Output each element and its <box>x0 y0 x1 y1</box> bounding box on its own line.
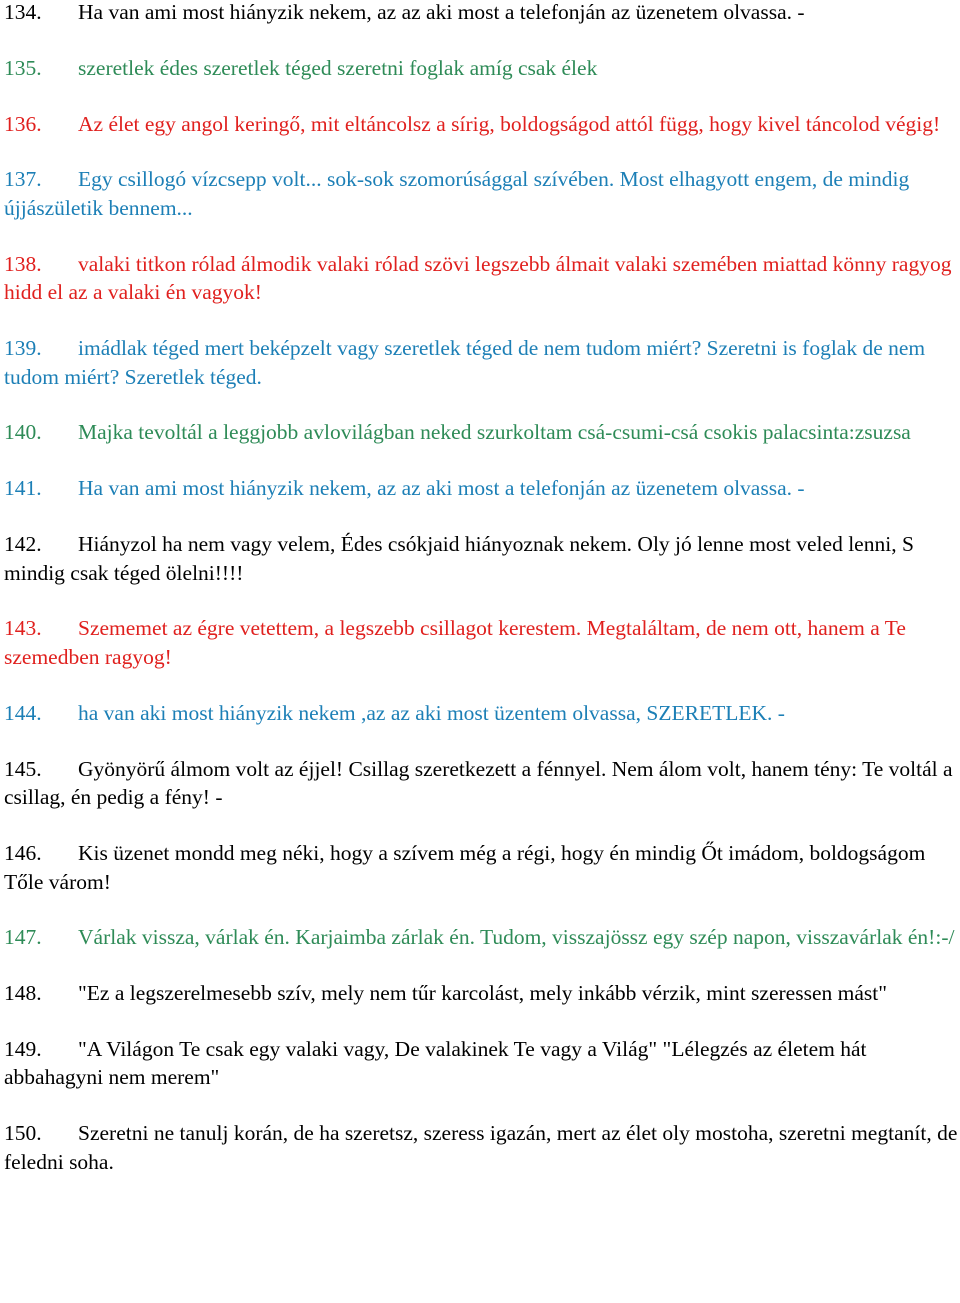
list-item <box>4 923 959 952</box>
list-item <box>4 0 959 27</box>
item-number: 146. <box>4 840 42 865</box>
list-item <box>4 614 959 671</box>
list-item <box>4 979 959 1008</box>
list-item <box>4 699 959 728</box>
item-text: Várlak vissza, várlak én. Karjaimba zárlak én. Tudom, visszajössz egy szép napon, visszavárlak én!:-/ <box>78 925 955 950</box>
item-text: ha van aki most hiányzik nekem ,az az aki most üzentem olvassa, SZERETLEK. - <box>78 700 785 725</box>
item-number: 139. <box>4 336 42 361</box>
list-item <box>4 839 959 896</box>
item-text: Hiányzol ha nem vagy velem, Édes csókjaid hiányoznak nekem. Oly jó lenne most veled lenni, S mindig csak téged ölelni!!!! <box>4 532 914 585</box>
item-text: Egy csillogó vízcsepp volt... sok-sok szomorúsággal szívében. Most elhagyott engem, de mindig újjászületik bennem... <box>4 167 910 220</box>
item-number: 145. <box>4 756 42 781</box>
item-number: 140. <box>4 420 42 445</box>
item-text: Az élet egy angol keringő, mit eltáncolsz a sírig, boldogságod attól függ, hogy kivel táncolod végig! <box>78 111 941 136</box>
list-item <box>4 755 959 812</box>
list-item <box>4 1035 959 1092</box>
item-number: 137. <box>4 167 42 192</box>
list-item <box>4 250 959 307</box>
item-number: 138. <box>4 251 42 276</box>
item-number: 148. <box>4 981 42 1006</box>
list-item <box>4 54 959 83</box>
item-text: Majka tevoltál a leggjobb avlovilágban neked szurkoltam csá-csumi-csá csokis palacsinta:zsuzsa <box>78 420 911 445</box>
list-item <box>4 418 959 447</box>
list-item <box>4 530 959 587</box>
document-page <box>4 0 959 1204</box>
item-number: 136. <box>4 111 42 136</box>
item-text: Gyönyörű álmom volt az éjjel! Csillag szeretkezett a fénnyel. Nem álom volt, hanem tény: Te voltál a csillag, én pedig a fény! - <box>4 756 953 810</box>
item-text: Ha van ami most hiányzik nekem, az az aki most a telefonján az üzenetem olvassa. - <box>78 0 805 24</box>
item-number: 150. <box>4 1121 42 1146</box>
item-text: "Ez a legszerelmesebb szív, mely nem tűr karcolást, mely inkább vérzik, mint szeressen mást" <box>78 981 888 1006</box>
item-text: Szememet az égre vetettem, a legszebb csillagot kerestem. Megtaláltam, de nem ott, hanem a Te szemedben ragyog! <box>4 616 906 669</box>
item-number: 134. <box>4 0 42 24</box>
item-text: Szeretni ne tanulj korán, de ha szeretsz, szeress igazán, mert az élet oly mostoha, szeretni megtanít, de feledni soha. <box>4 1121 958 1174</box>
item-text: Ha van ami most hiányzik nekem, az az aki most a telefonján az üzenetem olvassa. - <box>78 476 805 501</box>
item-number: 142. <box>4 532 42 557</box>
list-item <box>4 165 959 222</box>
list-item <box>4 474 959 503</box>
item-text: szeretlek édes szeretlek téged szeretni foglak amíg csak élek <box>78 55 598 80</box>
item-number: 141. <box>4 476 42 501</box>
item-number: 144. <box>4 700 42 725</box>
list-item <box>4 1119 959 1176</box>
item-number: 147. <box>4 925 42 950</box>
item-text: Kis üzenet mondd meg néki, hogy a szívem még a régi, hogy én mindig Őt imádom, boldogságom Tőle várom! <box>4 840 926 894</box>
list-item <box>4 110 959 139</box>
item-number: 149. <box>4 1036 42 1061</box>
item-number: 135. <box>4 55 42 80</box>
item-text: valaki titkon rólad álmodik valaki rólad szövi legszebb álmait valaki szemében miattad könny ragyog hidd el az a valaki én vagyok! <box>4 251 952 305</box>
item-text: "A Világon Te csak egy valaki vagy, De valakinek Te vagy a Világ" "Lélegzés az életem hát abbahagyni nem merem" <box>4 1036 867 1090</box>
item-number: 143. <box>4 616 42 641</box>
item-text: imádlak téged mert beképzelt vagy szeretlek téged de nem tudom miért? Szeretni is foglak de nem tudom miért? Szeretlek téged. <box>4 336 926 389</box>
list-item <box>4 334 959 391</box>
